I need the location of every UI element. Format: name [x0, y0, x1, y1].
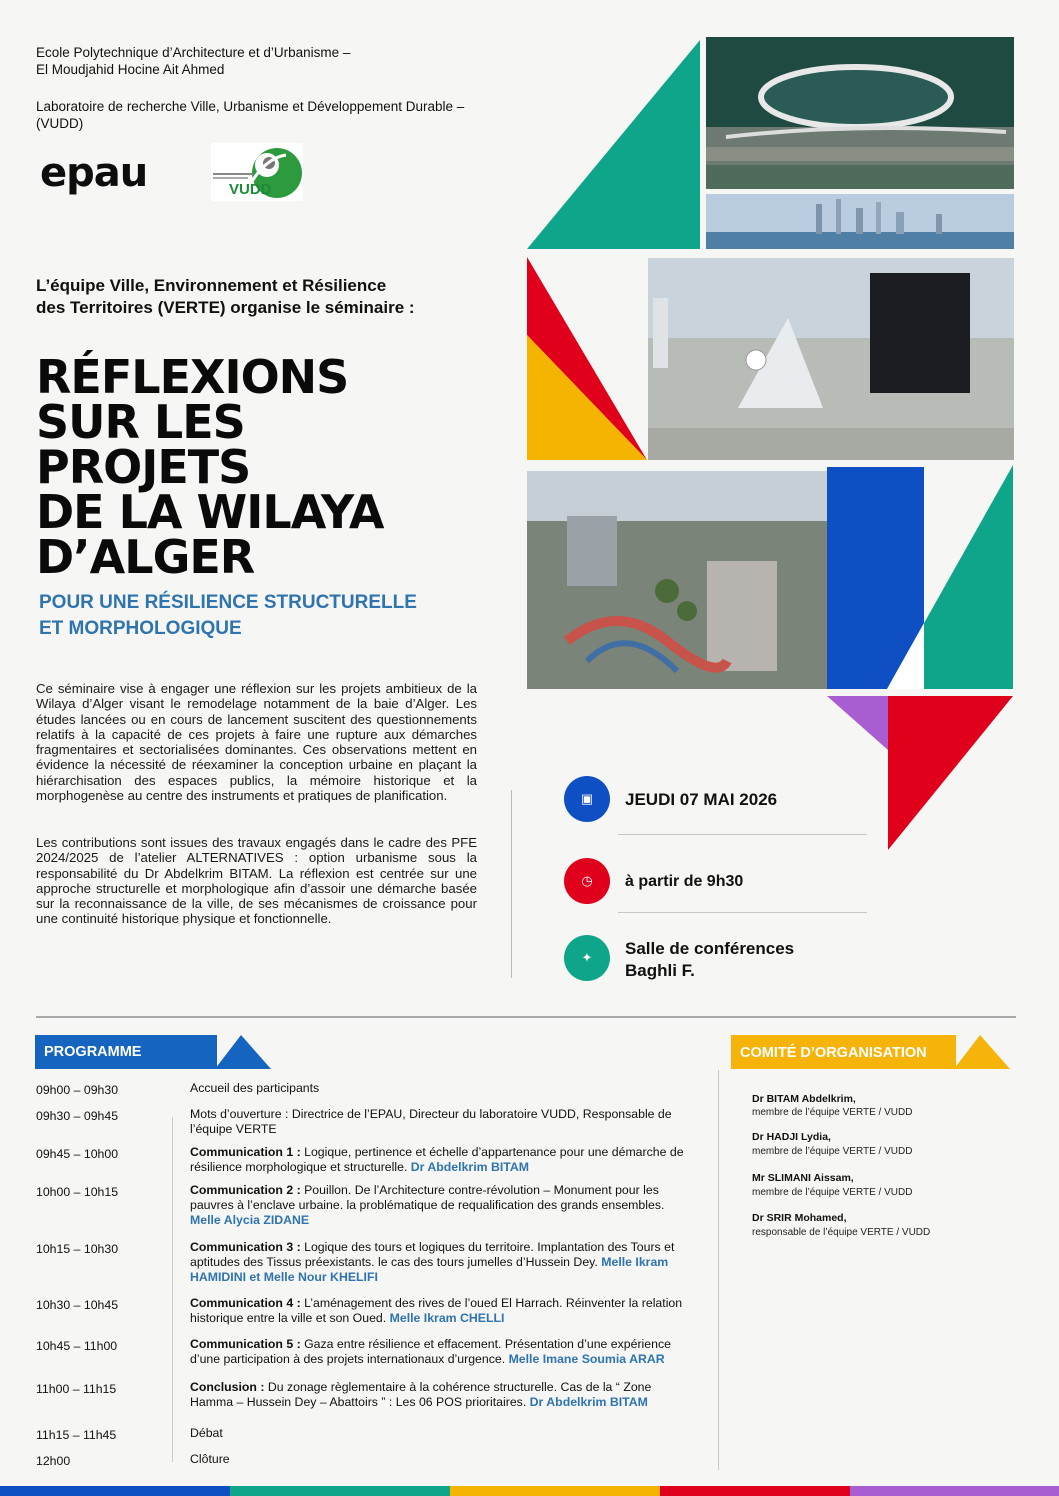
- towers-render-image: [648, 258, 1014, 460]
- member-name: Dr BITAM Abdelkrim,: [752, 1093, 856, 1105]
- calendar-icon: ▣: [564, 776, 610, 822]
- programme-item-text: Gaza entre résilience et effacement. Présentation d’une expérience d’une participation à des projets internationaux d’urgence.: [190, 1337, 671, 1366]
- programme-item-text: Logique des tours et logiques du territoire. Implantation des Tours et aptitudes des Tissus préexistants. le cas des tours jumelles d’Hussein Dey.: [190, 1240, 675, 1269]
- programme-item-text: Logique, pertinence et échelle d’appartenance pour une démarche de résilience morphologique et structurelle.: [190, 1145, 684, 1174]
- member-name: Mr SLIMANI Aissam,: [752, 1172, 854, 1184]
- member-role: membre de l’équipe VERTE / VUDD: [752, 1107, 913, 1118]
- programme-speaker: Melle Imane Soumia ARAR: [508, 1352, 665, 1366]
- programme-item: [190, 1240, 690, 1285]
- comite-heading: COMITÉ D’ORGANISATION: [731, 1035, 956, 1069]
- programme-item-text: L’aménagement des rives de l’oued El Harrach. Réinventer la relation historique entre la ville et son Oued.: [190, 1296, 683, 1325]
- programme-speaker: Dr Abdelkrim BITAM: [529, 1395, 648, 1409]
- member-name: Dr SRIR Mohamed,: [752, 1212, 847, 1224]
- programme-item: [190, 1107, 690, 1137]
- seminar-title: RÉFLEXIONS SUR LES PROJETS DE LA WILAYA D’ALGER: [36, 350, 384, 584]
- programme-item: [190, 1452, 690, 1467]
- programme-time: 09h30 – 09h45: [36, 1109, 119, 1123]
- event-place: Salle de conférences Baghli F.: [625, 939, 795, 980]
- programme-item-text: Pouillon. De l’Architecture contre-révolution – Monument pour les pauvres à l’enclave urbaine. la problématique de requalification des grands ensembles.: [190, 1183, 665, 1212]
- programme-time: 11h00 – 11h15: [36, 1382, 117, 1396]
- institution-name: Ecole Polytechnique d’Architecture et d’Urbanisme – El Moudjahid Hocine Ait Ahmed: [36, 45, 351, 77]
- programme-time: 11h15 – 11h45: [36, 1428, 117, 1442]
- aerial-city-image: [527, 471, 827, 689]
- programme-time: 10h45 – 11h00: [36, 1339, 118, 1353]
- aerial-bay-image: [706, 37, 1014, 189]
- location-icon: ✦: [564, 935, 610, 981]
- programme-item: [190, 1426, 690, 1441]
- programme-item-label: Communication 4 :: [190, 1296, 301, 1310]
- programme-time: 09h45 – 10h00: [36, 1147, 119, 1161]
- programme-time: 10h30 – 10h45: [36, 1298, 119, 1312]
- vudd-logo-text: VUDD: [229, 181, 272, 198]
- event-date: JEUDI 07 MAI 2026: [625, 790, 778, 809]
- yellow-triangle: [527, 335, 647, 460]
- info-divider: [618, 912, 867, 913]
- skyline-image: [706, 194, 1014, 249]
- event-time: à partir de 9h30: [625, 873, 744, 890]
- programme-speaker: Melle Alycia ZIDANE: [190, 1213, 310, 1227]
- member-name: Dr HADJI Lydia,: [752, 1131, 831, 1143]
- programme-item-text: Mots d’ouverture : Directrice de l’EPAU, Directeur du laboratoire VUDD, Responsable de l’équipe VERTE: [190, 1107, 672, 1136]
- programme-item-label: Communication 1 :: [190, 1145, 301, 1159]
- programme-item-text: Du zonage règlementaire à la cohérence structurelle. Cas de la “ Zone Hamma – Hussein Dey – Abattoirs ” : Les 06 POS prioritaires.: [190, 1380, 652, 1409]
- purple-triangle: [827, 696, 888, 750]
- clock-icon: ◷: [564, 858, 610, 904]
- vudd-logo: [211, 143, 303, 201]
- programme-item: [190, 1337, 690, 1367]
- programme-item-label: Communication 2 :: [190, 1183, 301, 1197]
- programme-time: 10h00 – 10h15: [36, 1185, 119, 1199]
- seminar-subtitle: POUR UNE RÉSILIENCE STRUCTURELLE ET MORPHOLOGIQUE: [39, 592, 417, 639]
- programme-item-text: Clôture: [190, 1452, 230, 1466]
- member-role: membre de l’équipe VERTE / VUDD: [752, 1146, 913, 1157]
- description-paragraph-1: Ce séminaire vise à engager une réflexion sur les projets ambitieux de la Wilaya d’Alger visant le remodelage notamment de la baie d’Alger. Les études lancées ou en cours de lancement suscitent des questionnements relatifs à la capacité de ces projets à faire une rupture aux démarches fragmentaires et sectorialisées dominantes. Ces observations mettent en évidence la nécessité de réexaminer la conception urbaine en plaçant la hiérarchisation des espaces publics, la mémoire historique et la morphogenèse au centre des instruments et pratiques de planification.: [36, 681, 477, 804]
- section-divider: [36, 1016, 1016, 1018]
- programme-timeline-line: [172, 1117, 173, 1462]
- programme-item-label: Communication 3 :: [190, 1240, 301, 1254]
- laboratory-name: Laboratoire de recherche Ville, Urbanisme et Développement Durable – (VUDD): [36, 99, 465, 131]
- red-triangle: [888, 696, 1013, 850]
- programme-item-text: Accueil des participants: [190, 1081, 320, 1095]
- programme-item-label: Communication 5 :: [190, 1337, 301, 1351]
- bottom-color-bar: [0, 1486, 1059, 1496]
- intro-text: L’équipe Ville, Environnement et Résilience des Territoires (VERTE) organise le séminaire :: [36, 276, 415, 317]
- epau-logo: epau: [40, 150, 148, 196]
- programme-time: 09h00 – 09h30: [36, 1083, 119, 1097]
- comite-heading-triangle: [954, 1035, 1010, 1069]
- programme-item: [190, 1296, 690, 1326]
- vertical-separator: [511, 790, 512, 978]
- programme-item-text: Débat: [190, 1426, 223, 1440]
- programme-item: [190, 1081, 690, 1096]
- programme-time: 12h00: [36, 1454, 71, 1468]
- description-paragraph-2: Les contributions sont issues des travaux engagés dans le cadre des PFE 2024/2025 de l’atelier ALTERNATIVES : option urbanisme sous la responsabilité du Dr Abdelkrim BITAM. La réflexion est centrée sur une approche structurelle et morphologique afin d’assoir une démarche basée sur la reconnaissance de la ville, de ses mécanismes de croissance pour une continuité historique physique et fonctionnelle.: [36, 835, 477, 927]
- programme-heading: PROGRAMME: [35, 1035, 217, 1069]
- member-role: membre de l’équipe VERTE / VUDD: [752, 1187, 913, 1198]
- programme-speaker: Melle Ikram CHELLI: [389, 1311, 505, 1325]
- programme-item-label: Conclusion :: [190, 1380, 265, 1394]
- programme-item: [190, 1380, 690, 1410]
- programme-heading-triangle: [215, 1035, 271, 1069]
- programme-speaker: Melle Ikram HAMIDINI et Melle Nour KHELIFI: [190, 1255, 669, 1284]
- member-role: responsable de l’équipe VERTE / VUDD: [752, 1227, 931, 1238]
- programme-item: [190, 1183, 690, 1228]
- programme-time: 10h15 – 10h30: [36, 1242, 119, 1256]
- programme-item: [190, 1145, 690, 1175]
- programme-speaker: Dr Abdelkrim BITAM: [410, 1160, 529, 1174]
- green-triangle: [527, 40, 700, 249]
- comite-divider-line: [718, 1070, 719, 1470]
